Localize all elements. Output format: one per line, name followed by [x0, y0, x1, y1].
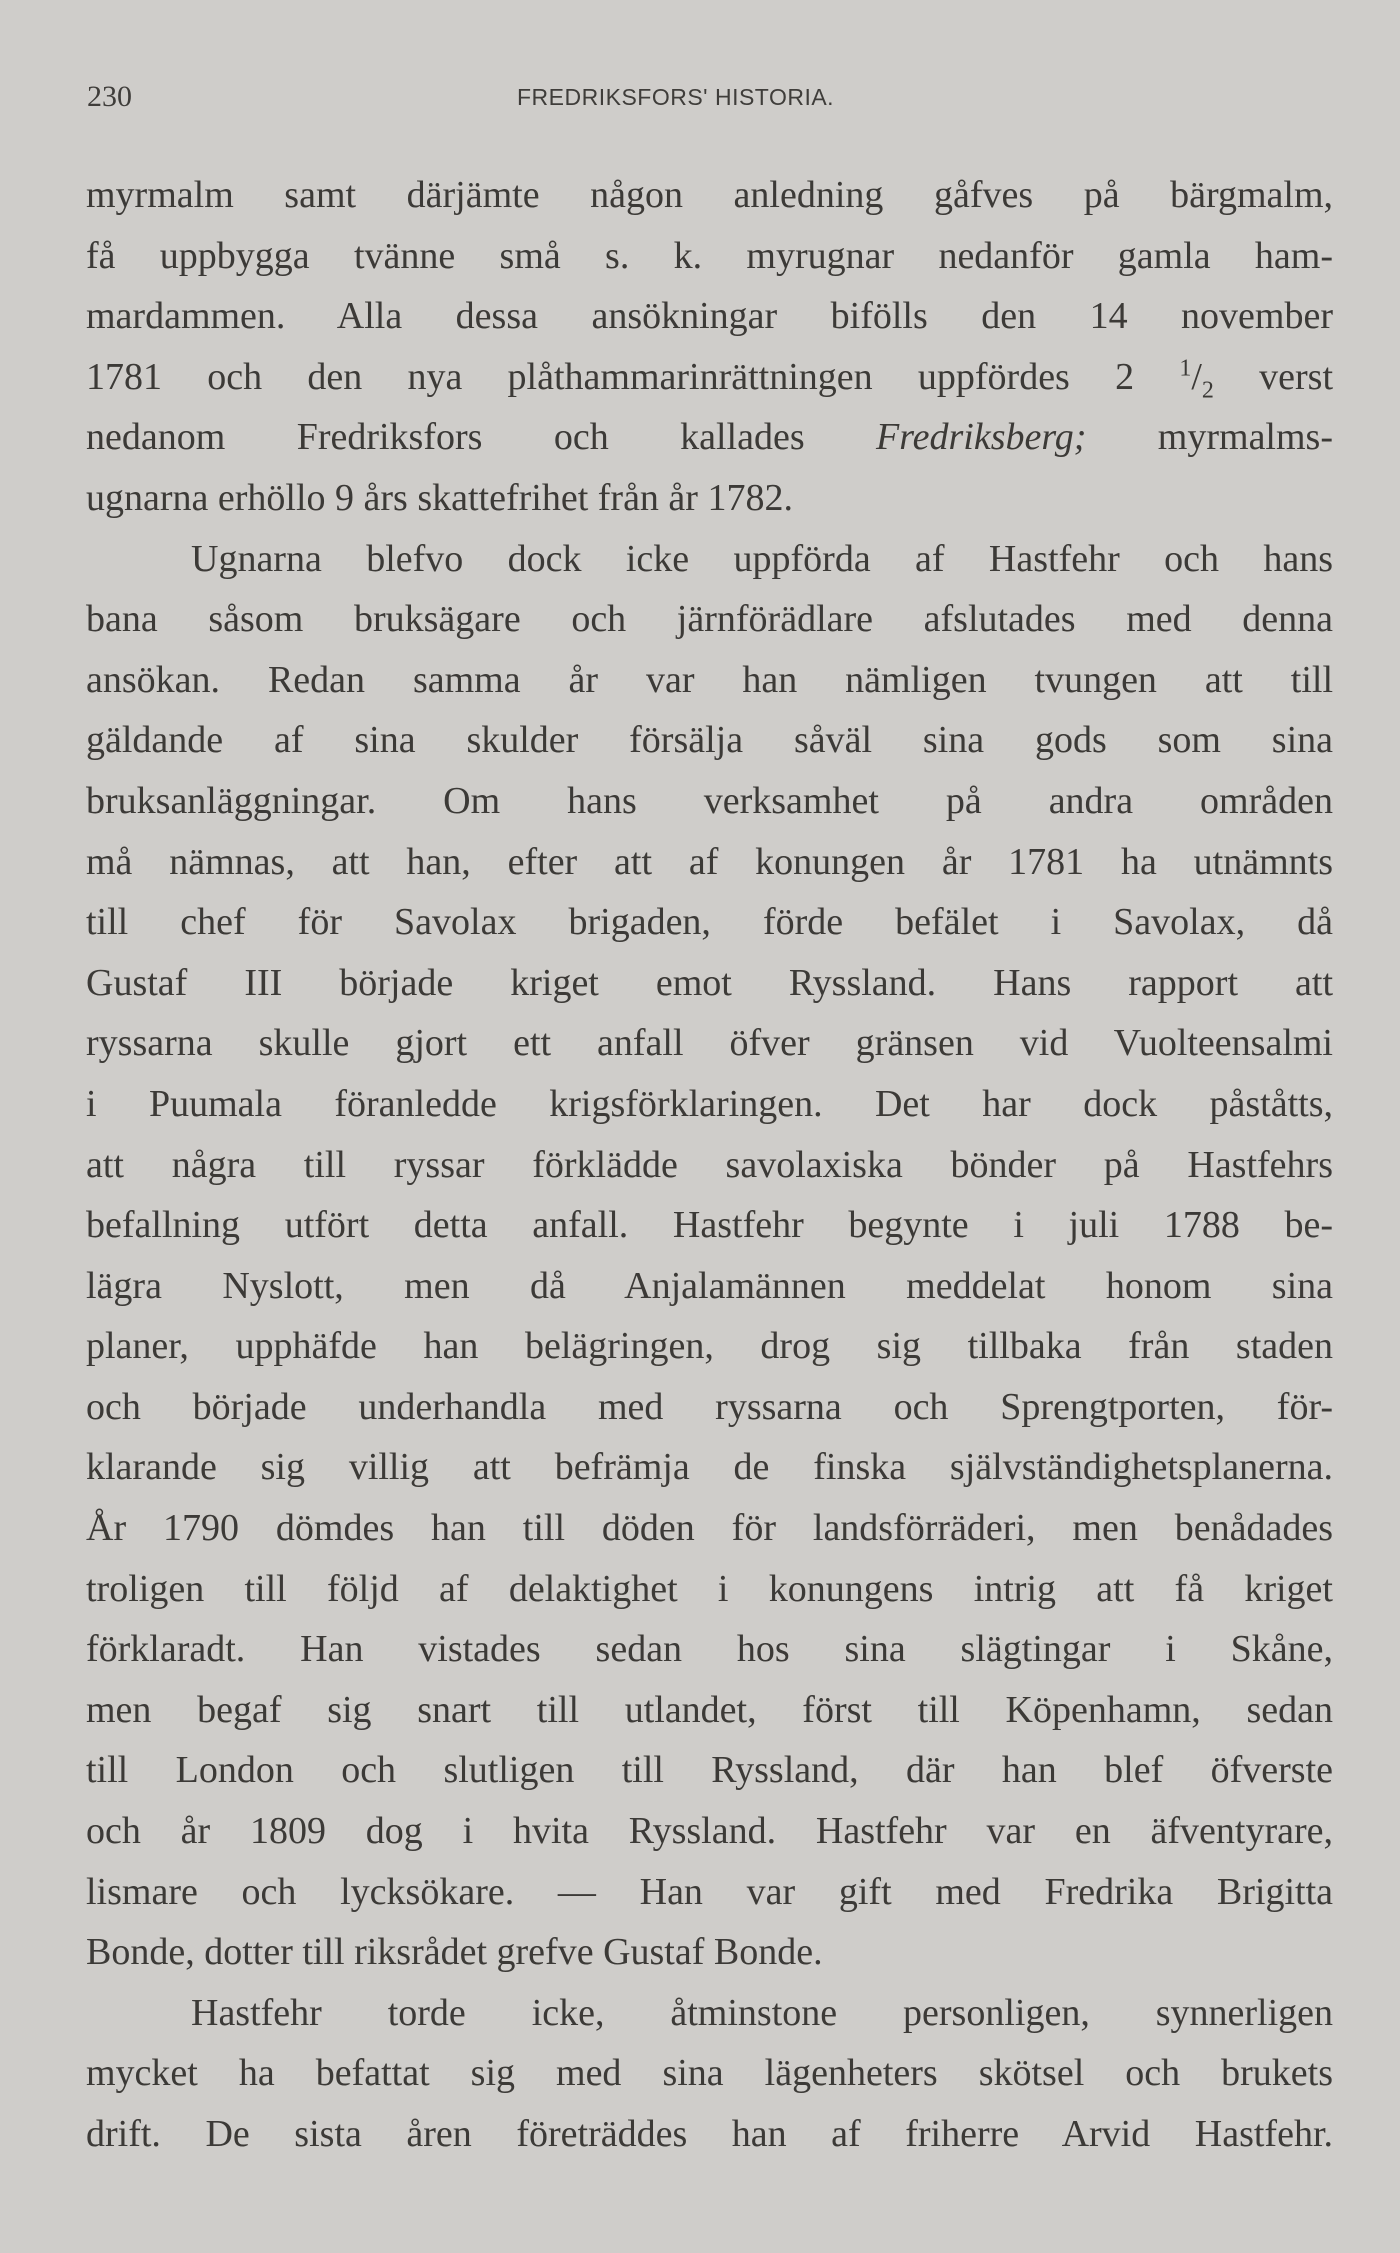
text-line: ryssarna skulle gjort ett anfall öfver gränsen vid Vuolteensalmi [86, 1022, 1333, 1065]
text-line: lismare och lycksökare. — Han var gift med Fredrika Brigitta [86, 1870, 1333, 1913]
text-line: drift. De sista åren företräddes han af friherre Arvid Hastfehr. [86, 2113, 1333, 2155]
text-line: i Puumala föranledde krigsförklaringen. Det har dock påståtts, [86, 1082, 1333, 1125]
text-line: men begaf sig snart till utlandet, först till Köpenhamn, sedan [86, 1688, 1333, 1731]
text-line: och år 1809 dog i hvita Ryssland. Hastfehr var en äfventyrare, [86, 1810, 1333, 1853]
page-header [87, 80, 1330, 120]
text-line: År 1790 dömdes han till döden för landsförräderi, men benådades [86, 1507, 1333, 1550]
text-line: troligen till följd af delaktighet i konungens intrig att få kriget [86, 1567, 1333, 1610]
text-line: få uppbygga tvänne små s. k. myrugnar nedanför gamla ham- [86, 234, 1333, 277]
text-line: Hastfehr torde icke, åtminstone personligen, synnerligen [191, 1991, 1333, 2034]
fraction-numerator: 1 [1179, 355, 1192, 382]
text-line: Bonde, dotter till riksrådet grefve Gustaf Bonde. [86, 1931, 823, 1974]
text-line: bruksanläggningar. Om hans verksamhet på andra områden [86, 779, 1333, 822]
text-line-with-fraction: 1781 och den nya plåthammarinrättningen uppfördes 2 $^1/_2$ verst [86, 355, 1333, 404]
text-line: bana såsom bruksägare och järnförädlare afslutades med denna [86, 598, 1333, 641]
text-line: ansökan. Redan samma år var han nämligen tvungen att till [86, 658, 1333, 701]
text-segment: verst [1213, 355, 1333, 398]
text-line: till London och slutligen till Ryssland, där han blef öfverste [86, 1749, 1333, 1792]
body-text [86, 165, 1333, 2165]
text-line: till chef för Savolax brigaden, förde befälet i Savolax, då [86, 901, 1333, 944]
text-segment: myrmalms- [1086, 416, 1333, 459]
italic-place-name: Fredriksberg; [876, 416, 1087, 459]
text-line: planer, upphäfde han belägringen, drog sig tillbaka från staden [86, 1325, 1333, 1368]
fraction-denominator: 2 [1201, 377, 1214, 404]
paragraph-3 [86, 1983, 1333, 2165]
paragraph-1 [86, 165, 1333, 529]
text-line: att några till ryssar förklädde savolaxiska bönder på Hastfehrs [86, 1143, 1333, 1186]
text-segment: 1781 och den nya plåthammarinrättningen uppfördes 2 [86, 355, 1135, 398]
text-line: Gustaf III började kriget emot Ryssland. Hans rapport att [86, 961, 1333, 1004]
text-line: klarande sig villig att befrämja de finska självständighetsplanerna. [86, 1446, 1333, 1489]
paragraph-2 [86, 529, 1333, 1983]
text-line: Ugnarna blefvo dock icke uppförda af Hastfehr och hans [191, 537, 1333, 580]
text-line: mardammen. Alla dessa ansökningar bifölls den 14 november [86, 295, 1333, 338]
text-line: förklaradt. Han vistades sedan hos sina slägtingar i Skåne, [86, 1628, 1333, 1671]
text-line: gäldande af sina skulder försälja såväl sina gods som sina [86, 719, 1333, 762]
running-title: FREDRIKSFORS' HISTORIA. [517, 84, 835, 110]
text-line-with-italic [86, 407, 1333, 468]
text-line: ugnarna erhöllo 9 års skattefrihet från år 1782. [86, 476, 793, 519]
page-number: 230 [87, 80, 132, 113]
text-line: lägra Nyslott, men då Anjalamännen meddelat honom sina [86, 1264, 1333, 1307]
text-line: må nämnas, att han, efter att af konungen år 1781 ha utnämnts [86, 840, 1333, 883]
text-line: befallning utfört detta anfall. Hastfehr begynte i juli 1788 be- [86, 1204, 1333, 1247]
text-line: och började underhandla med ryssarna och Sprengtporten, för- [86, 1385, 1333, 1428]
text-segment: nedanom Fredriksfors och kallades [86, 416, 805, 459]
text-line: mycket ha befattat sig med sina lägenheters skötsel och brukets [86, 2052, 1333, 2095]
text-line: myrmalm samt därjämte någon anledning gåfves på bärgmalm, [86, 174, 1333, 216]
